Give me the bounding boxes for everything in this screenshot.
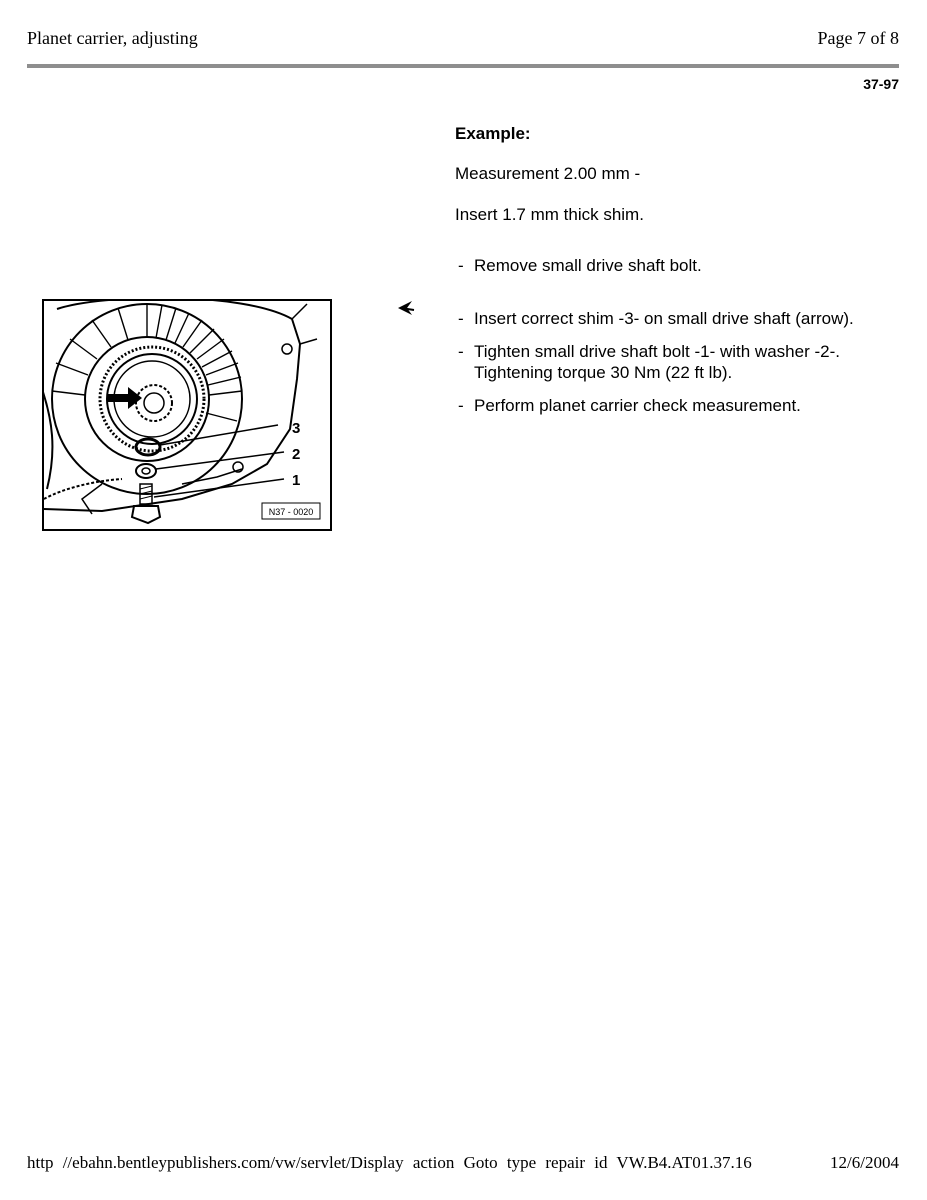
- callout-3: 3: [292, 420, 301, 437]
- callout-1: 1: [292, 472, 301, 489]
- callout-2: 2: [292, 446, 301, 463]
- page-number: Page 7 of 8: [817, 28, 899, 48]
- step-text: Tighten small drive shaft bolt -1- with washer -2-.: [474, 342, 840, 361]
- step-text-continued: Tightening torque 30 Nm (22 ft lb).: [474, 363, 733, 382]
- page-title: Planet carrier, adjusting: [27, 28, 198, 48]
- left-pointer-arrow-icon: [396, 298, 416, 318]
- footer-url: http //ebahn.bentleypublishers.com/vw/servlet/Display action Goto type repair id VW.B4.AT01.37.16: [27, 1153, 752, 1172]
- step-item: [458, 255, 702, 276]
- step-item: [458, 395, 801, 416]
- step-text: Remove small drive shaft bolt.: [474, 256, 702, 275]
- bullet-dash: -: [458, 256, 464, 275]
- planet-carrier-illustration: [42, 299, 332, 531]
- bullet-dash: -: [458, 396, 464, 415]
- figure-code: N37 - 0020: [268, 507, 314, 517]
- section-number: 37-97: [863, 76, 899, 92]
- footer-date: 12/6/2004: [830, 1153, 899, 1172]
- step-text: Insert correct shim -3- on small drive shaft (arrow).: [474, 309, 854, 328]
- example-measurement: Measurement 2.00 mm -: [455, 164, 641, 183]
- header-divider: [27, 64, 899, 68]
- example-shim: Insert 1.7 mm thick shim.: [455, 205, 644, 224]
- step-item: [458, 341, 840, 383]
- example-heading: Example:: [455, 124, 531, 143]
- step-text: Perform planet carrier check measurement.: [474, 396, 801, 415]
- bullet-dash: -: [458, 342, 464, 361]
- bullet-dash: -: [458, 309, 464, 328]
- step-item: [458, 308, 854, 329]
